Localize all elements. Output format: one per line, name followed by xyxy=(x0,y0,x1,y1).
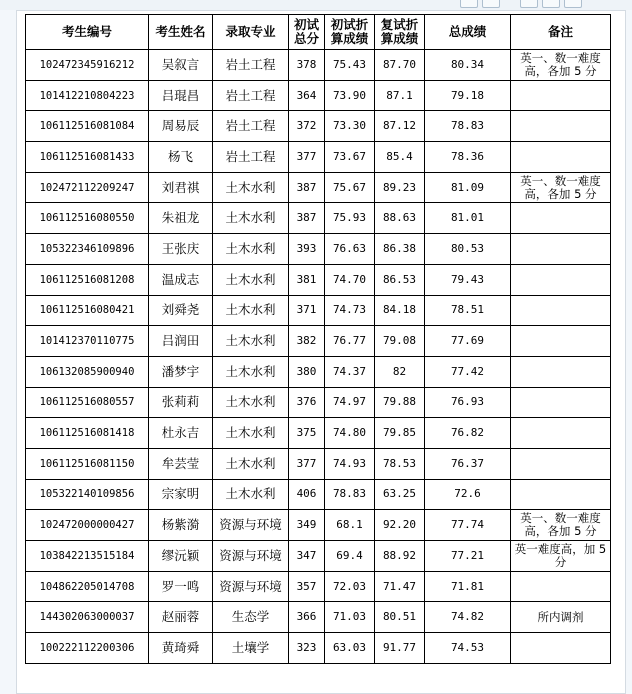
cell-total: 74.53 xyxy=(425,633,511,664)
toolbar-button[interactable] xyxy=(564,0,582,8)
table-row xyxy=(26,80,611,111)
table-row xyxy=(26,448,611,479)
cell-total: 78.83 xyxy=(425,111,511,142)
cell-prelim-total: 406 xyxy=(289,479,325,510)
cell-major: 岩土工程 xyxy=(213,142,289,173)
cell-name: 张莉莉 xyxy=(149,387,213,418)
cell-retest-converted: 79.08 xyxy=(375,326,425,357)
cell-name: 黄琦舜 xyxy=(149,633,213,664)
header-row xyxy=(26,15,611,50)
cell-prelim-total: 349 xyxy=(289,510,325,541)
cell-note xyxy=(511,234,611,265)
cell-retest-converted: 86.38 xyxy=(375,234,425,265)
cell-prelim-total: 364 xyxy=(289,80,325,111)
header-note: 备注 xyxy=(511,15,611,50)
cell-prelim-total: 378 xyxy=(289,50,325,81)
cell-retest-converted: 71.47 xyxy=(375,571,425,602)
cell-total: 78.36 xyxy=(425,142,511,173)
table-row xyxy=(26,387,611,418)
cell-name: 吴叙言 xyxy=(149,50,213,81)
cell-note xyxy=(511,295,611,326)
cell-prelim-converted: 74.37 xyxy=(325,356,375,387)
cell-id: 106112516081084 xyxy=(26,111,149,142)
cell-id: 106112516081150 xyxy=(26,448,149,479)
cell-id: 106112516081418 xyxy=(26,418,149,449)
cell-note xyxy=(511,111,611,142)
cell-major: 土木水利 xyxy=(213,203,289,234)
cell-major: 资源与环境 xyxy=(213,571,289,602)
cell-prelim-converted: 73.67 xyxy=(325,142,375,173)
cell-note: 所内调剂 xyxy=(511,602,611,633)
cell-name: 刘君祺 xyxy=(149,172,213,203)
cell-prelim-total: 377 xyxy=(289,142,325,173)
header-retest-converted: 复试折算成绩 xyxy=(375,15,425,50)
cell-major: 土木水利 xyxy=(213,264,289,295)
cell-retest-converted: 86.53 xyxy=(375,264,425,295)
cell-name: 杜永吉 xyxy=(149,418,213,449)
header-major: 录取专业 xyxy=(213,15,289,50)
cell-retest-converted: 88.63 xyxy=(375,203,425,234)
cell-name: 温成志 xyxy=(149,264,213,295)
cell-prelim-total: 372 xyxy=(289,111,325,142)
cell-name: 杨飞 xyxy=(149,142,213,173)
cell-major: 土壤学 xyxy=(213,633,289,664)
table-row xyxy=(26,418,611,449)
cell-note xyxy=(511,203,611,234)
cell-retest-converted: 84.18 xyxy=(375,295,425,326)
cell-id: 106112516080557 xyxy=(26,387,149,418)
cell-total: 76.93 xyxy=(425,387,511,418)
cell-prelim-converted: 73.90 xyxy=(325,80,375,111)
cell-retest-converted: 79.85 xyxy=(375,418,425,449)
cell-prelim-converted: 74.73 xyxy=(325,295,375,326)
header-prelim-total: 初试总分 xyxy=(289,15,325,50)
cell-total: 79.18 xyxy=(425,80,511,111)
cell-prelim-converted: 72.03 xyxy=(325,571,375,602)
cell-retest-converted: 88.92 xyxy=(375,541,425,572)
cell-name: 吕润田 xyxy=(149,326,213,357)
cell-total: 77.74 xyxy=(425,510,511,541)
cell-note: 英一、数一难度高，各加 5 分 xyxy=(511,510,611,541)
cell-name: 周易辰 xyxy=(149,111,213,142)
header-prelim-converted: 初试折算成绩 xyxy=(325,15,375,50)
table-row xyxy=(26,602,611,633)
cell-note xyxy=(511,142,611,173)
cell-note xyxy=(511,571,611,602)
cell-prelim-converted: 71.03 xyxy=(325,602,375,633)
cell-note xyxy=(511,448,611,479)
cell-prelim-converted: 74.80 xyxy=(325,418,375,449)
cell-retest-converted: 82 xyxy=(375,356,425,387)
cell-prelim-total: 380 xyxy=(289,356,325,387)
cell-retest-converted: 80.51 xyxy=(375,602,425,633)
cell-total: 77.42 xyxy=(425,356,511,387)
cell-total: 76.37 xyxy=(425,448,511,479)
cell-major: 土木水利 xyxy=(213,479,289,510)
cell-total: 81.09 xyxy=(425,172,511,203)
table-row xyxy=(26,264,611,295)
cell-total: 80.53 xyxy=(425,234,511,265)
table-row xyxy=(26,510,611,541)
cell-id: 103842213515184 xyxy=(26,541,149,572)
cell-prelim-converted: 74.70 xyxy=(325,264,375,295)
cell-prelim-total: 387 xyxy=(289,172,325,203)
cell-prelim-converted: 78.83 xyxy=(325,479,375,510)
cell-prelim-converted: 68.1 xyxy=(325,510,375,541)
cell-prelim-converted: 74.97 xyxy=(325,387,375,418)
cell-prelim-converted: 75.67 xyxy=(325,172,375,203)
table-row xyxy=(26,203,611,234)
cell-major: 土木水利 xyxy=(213,448,289,479)
cell-prelim-total: 371 xyxy=(289,295,325,326)
cell-total: 72.6 xyxy=(425,479,511,510)
cell-retest-converted: 89.23 xyxy=(375,172,425,203)
cell-name: 吕琨昌 xyxy=(149,80,213,111)
table-row xyxy=(26,479,611,510)
cell-id: 105322140109856 xyxy=(26,479,149,510)
cell-prelim-total: 381 xyxy=(289,264,325,295)
cell-note xyxy=(511,326,611,357)
cell-total: 74.82 xyxy=(425,602,511,633)
cell-name: 王张庆 xyxy=(149,234,213,265)
cell-major: 岩土工程 xyxy=(213,80,289,111)
table-row xyxy=(26,142,611,173)
header-name: 考生姓名 xyxy=(149,15,213,50)
cell-id: 102472112209247 xyxy=(26,172,149,203)
toolbar-button[interactable] xyxy=(520,0,538,8)
cell-prelim-total: 387 xyxy=(289,203,325,234)
cell-total: 71.81 xyxy=(425,571,511,602)
cell-prelim-total: 376 xyxy=(289,387,325,418)
cell-retest-converted: 87.70 xyxy=(375,50,425,81)
cell-note xyxy=(511,418,611,449)
cell-name: 赵丽蓉 xyxy=(149,602,213,633)
cell-major: 土木水利 xyxy=(213,295,289,326)
cell-name: 刘舜尧 xyxy=(149,295,213,326)
cell-id: 102472345916212 xyxy=(26,50,149,81)
cell-note xyxy=(511,633,611,664)
cell-retest-converted: 87.1 xyxy=(375,80,425,111)
cell-retest-converted: 91.77 xyxy=(375,633,425,664)
cell-id: 104862205014708 xyxy=(26,571,149,602)
header-total: 总成绩 xyxy=(425,15,511,50)
table-body xyxy=(26,50,611,664)
cell-prelim-total: 377 xyxy=(289,448,325,479)
cell-id: 106132085900940 xyxy=(26,356,149,387)
cell-id: 106112516081208 xyxy=(26,264,149,295)
toolbar-button[interactable] xyxy=(460,0,478,8)
cell-total: 79.43 xyxy=(425,264,511,295)
cell-total: 76.82 xyxy=(425,418,511,449)
cell-retest-converted: 92.20 xyxy=(375,510,425,541)
table-row xyxy=(26,295,611,326)
cell-note xyxy=(511,356,611,387)
cell-major: 资源与环境 xyxy=(213,541,289,572)
cell-major: 资源与环境 xyxy=(213,510,289,541)
cell-total: 80.34 xyxy=(425,50,511,81)
cell-note xyxy=(511,387,611,418)
table-row xyxy=(26,234,611,265)
table-row xyxy=(26,571,611,602)
cell-id: 101412210804223 xyxy=(26,80,149,111)
cell-name: 潘梦宇 xyxy=(149,356,213,387)
table-row xyxy=(26,111,611,142)
cell-id: 144302063000037 xyxy=(26,602,149,633)
table-row xyxy=(26,633,611,664)
cell-retest-converted: 85.4 xyxy=(375,142,425,173)
table-row xyxy=(26,172,611,203)
cell-name: 杨紫漪 xyxy=(149,510,213,541)
cell-major: 土木水利 xyxy=(213,326,289,357)
document-page xyxy=(16,10,626,694)
cell-major: 土木水利 xyxy=(213,387,289,418)
header-id: 考生编号 xyxy=(26,15,149,50)
cell-note xyxy=(511,479,611,510)
cell-total: 77.69 xyxy=(425,326,511,357)
cell-name: 缪沅颖 xyxy=(149,541,213,572)
cell-total: 78.51 xyxy=(425,295,511,326)
cell-prelim-total: 357 xyxy=(289,571,325,602)
cell-retest-converted: 63.25 xyxy=(375,479,425,510)
cell-retest-converted: 79.88 xyxy=(375,387,425,418)
toolbar-button[interactable] xyxy=(542,0,560,8)
cell-prelim-converted: 76.77 xyxy=(325,326,375,357)
cell-note xyxy=(511,80,611,111)
table-row xyxy=(26,326,611,357)
cell-major: 土木水利 xyxy=(213,356,289,387)
cell-prelim-total: 323 xyxy=(289,633,325,664)
cell-major: 土木水利 xyxy=(213,418,289,449)
table-row xyxy=(26,50,611,81)
table-row xyxy=(26,356,611,387)
cell-major: 生态学 xyxy=(213,602,289,633)
cell-note: 英一、数一难度高，各加 5 分 xyxy=(511,50,611,81)
toolbar-button[interactable] xyxy=(482,0,500,8)
cell-prelim-converted: 75.93 xyxy=(325,203,375,234)
cell-note: 英一、数一难度高，各加 5 分 xyxy=(511,172,611,203)
cell-id: 100222112200306 xyxy=(26,633,149,664)
cell-prelim-converted: 76.63 xyxy=(325,234,375,265)
cell-major: 岩土工程 xyxy=(213,50,289,81)
cell-prelim-converted: 69.4 xyxy=(325,541,375,572)
cell-retest-converted: 87.12 xyxy=(375,111,425,142)
cell-major: 土木水利 xyxy=(213,234,289,265)
cell-major: 岩土工程 xyxy=(213,111,289,142)
cell-total: 81.01 xyxy=(425,203,511,234)
cell-id: 102472000000427 xyxy=(26,510,149,541)
cell-name: 宗家明 xyxy=(149,479,213,510)
cell-name: 朱祖龙 xyxy=(149,203,213,234)
cell-prelim-total: 375 xyxy=(289,418,325,449)
cell-prelim-converted: 74.93 xyxy=(325,448,375,479)
cell-name: 牟芸莹 xyxy=(149,448,213,479)
cell-prelim-converted: 63.03 xyxy=(325,633,375,664)
cell-total: 77.21 xyxy=(425,541,511,572)
cell-prelim-total: 382 xyxy=(289,326,325,357)
cell-prelim-total: 366 xyxy=(289,602,325,633)
cell-note xyxy=(511,264,611,295)
cell-prelim-total: 393 xyxy=(289,234,325,265)
cell-id: 106112516081433 xyxy=(26,142,149,173)
cell-id: 105322346109896 xyxy=(26,234,149,265)
cell-id: 106112516080421 xyxy=(26,295,149,326)
cell-id: 101412370110775 xyxy=(26,326,149,357)
cell-note: 英一难度高，加 5 分 xyxy=(511,541,611,572)
cell-major: 土木水利 xyxy=(213,172,289,203)
table-row xyxy=(26,541,611,572)
cell-name: 罗一鸣 xyxy=(149,571,213,602)
score-table xyxy=(25,14,611,664)
cell-retest-converted: 78.53 xyxy=(375,448,425,479)
viewer-toolbar-strip xyxy=(0,0,632,10)
cell-prelim-total: 347 xyxy=(289,541,325,572)
cell-prelim-converted: 73.30 xyxy=(325,111,375,142)
cell-id: 106112516080550 xyxy=(26,203,149,234)
cell-prelim-converted: 75.43 xyxy=(325,50,375,81)
